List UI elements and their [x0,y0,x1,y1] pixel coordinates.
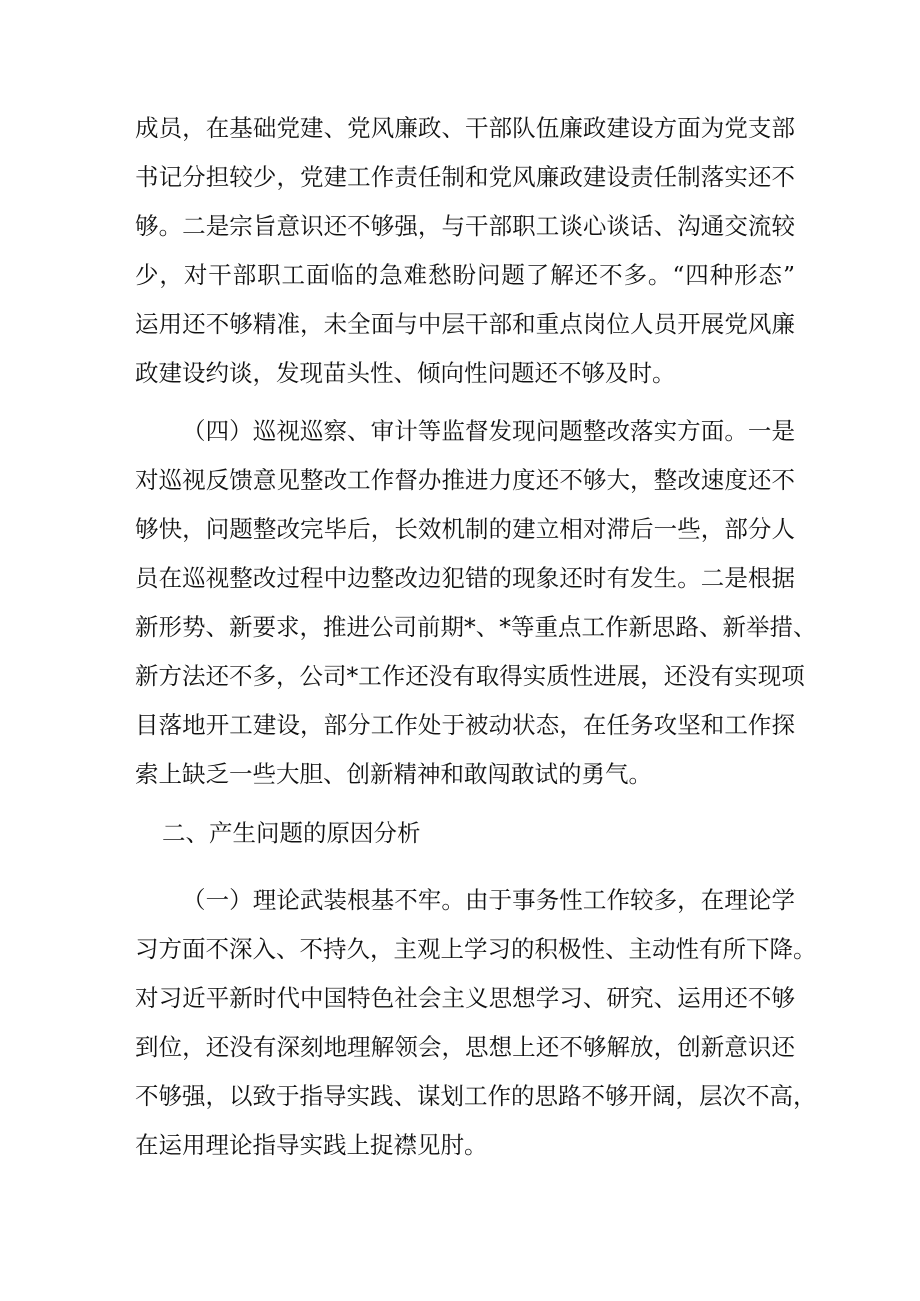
paragraph-3-line-1: （一）理论武装根基不牢。由于事务性工作较多，在理论学 [182,886,795,914]
paragraph-2-line-4: 员在巡视整改过程中边整改边犯错的现象还时有发生。二是根据 [135,564,795,592]
paragraph-2-line-6: 新方法还不多，公司*工作还没有取得实质性进展，还没有实现项 [135,662,805,690]
section-heading: 二、产生问题的原因分析 [162,819,421,847]
paragraph-3-line-2: 习方面不深入、不持久，主观上学习的积极性、主动性有所下降。 [135,935,817,963]
paragraph-2-line-8: 索上缺乏一些大胆、创新精神和敢闯敢试的勇气。 [135,760,652,788]
paragraph-1-line-2: 书记分担较少，党建工作责任制和党风廉政建设责任制落实还不 [135,163,795,191]
paragraph-1-line-6: 政建设约谈，发现苗头性、倾向性问题还不够及时。 [135,359,676,387]
paragraph-3-line-5: 不够强，以致于指导实践、谋划工作的思路不够开阔，层次不高， [135,1082,817,1110]
paragraph-3-line-6: 在运用理论指导实践上捉襟见肘。 [135,1131,488,1159]
paragraph-1-line-5: 运用还不够精准，未全面与中层干部和重点岗位人员开展党风廉 [135,310,795,338]
paragraph-1-line-1: 成员，在基础党建、党风廉政、干部队伍廉政建设方面为党支部 [135,114,795,142]
paragraph-1-line-3: 够。二是宗旨意识还不够强，与干部职工谈心谈话、沟通交流较 [135,212,795,240]
paragraph-2-line-5: 新形势、新要求，推进公司前期*、*等重点工作新思路、新举措、 [135,613,817,641]
paragraph-3-line-3: 对习近平新时代中国特色社会主义思想学习、研究、运用还不够 [135,984,795,1012]
paragraph-2-line-2: 对巡视反馈意见整改工作督办推进力度还不够大，整改速度还不 [135,466,795,494]
paragraph-2-line-3: 够快，问题整改完毕后，长效机制的建立相对滞后一些，部分人 [135,515,795,543]
paragraph-3-line-4: 到位，还没有深刻地理解领会，思想上还不够解放，创新意识还 [135,1033,795,1061]
paragraph-2-line-1: （四）巡视巡察、审计等监督发现问题整改落实方面。一是 [182,417,795,445]
paragraph-2-line-7: 目落地开工建设，部分工作处于被动状态，在任务攻坚和工作探 [135,711,795,739]
paragraph-1-line-4: 少，对干部职工面临的急难愁盼问题了解还不多。“四种形态” [135,261,795,289]
